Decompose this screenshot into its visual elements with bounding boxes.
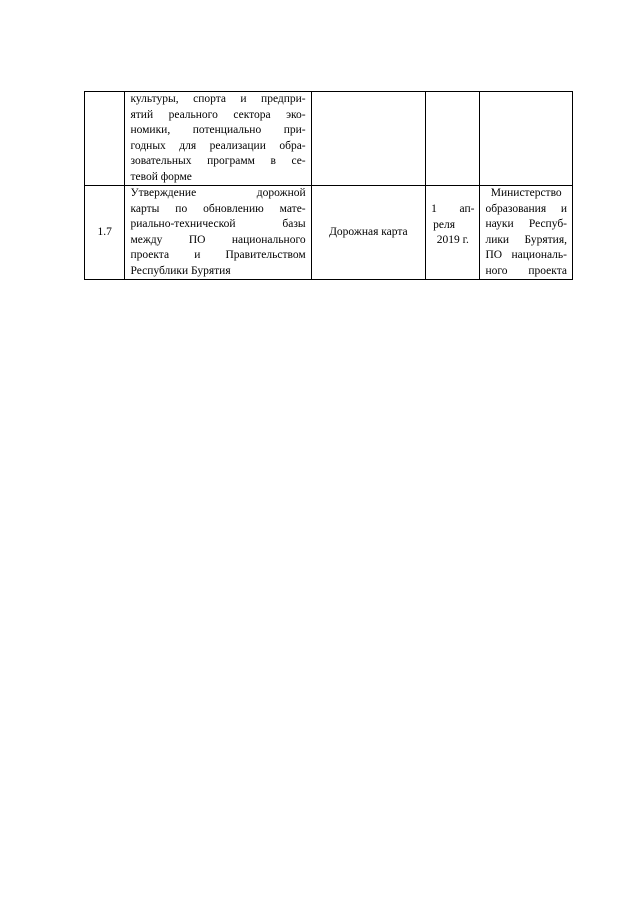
cell-text-line: тевой форме bbox=[130, 170, 192, 183]
responsible-cell bbox=[480, 186, 573, 280]
row-number-cell: 1.7 bbox=[85, 186, 125, 280]
cell-text-line: Республики Бурятия bbox=[130, 264, 231, 277]
cell-text-line: 1 ап- bbox=[431, 203, 475, 215]
plan-table bbox=[84, 91, 573, 280]
cell-text-line: ного проекта bbox=[485, 264, 567, 277]
table-row bbox=[85, 186, 573, 280]
cell-text-line: Министерство bbox=[490, 187, 562, 199]
cell-text-line: образования и bbox=[485, 202, 567, 215]
cell-text-line: лики Бурятия, bbox=[485, 233, 567, 246]
deadline-cell bbox=[426, 186, 480, 280]
document-type-cell: Дорожная карта bbox=[311, 186, 425, 280]
measure-name-cell bbox=[125, 186, 311, 280]
cell-text-line: зовательных программ в се- bbox=[130, 155, 306, 167]
cell-text-line: ПО националь- bbox=[485, 249, 567, 261]
cell-text-line: годных для реализации обра- bbox=[130, 139, 306, 152]
cell-text-line: науки Респуб- bbox=[485, 218, 567, 230]
cell-text-line: риально-технической базы bbox=[130, 218, 306, 230]
cell-text-line: между ПО национального bbox=[130, 233, 306, 246]
cell-text-line: реля bbox=[433, 218, 455, 231]
cell-text-line: номики, потенциально при- bbox=[130, 124, 306, 136]
cell-text-line: карты по обновлению мате- bbox=[130, 202, 306, 215]
cell-text-line: проекта и Правительством bbox=[130, 249, 306, 261]
deadline-cell bbox=[426, 92, 480, 186]
cell-text-line: Утверждение дорожной bbox=[130, 187, 306, 199]
measure-name-cell bbox=[125, 92, 311, 186]
document-type-cell bbox=[311, 92, 425, 186]
cell-text-line: 2019 г. bbox=[436, 234, 469, 246]
responsible-cell bbox=[480, 92, 573, 186]
table-row bbox=[85, 92, 573, 186]
cell-text-line: ятий реального сектора эко- bbox=[130, 108, 306, 121]
row-number-cell bbox=[85, 92, 125, 186]
cell-text-line: культуры, спорта и предпри- bbox=[130, 93, 306, 105]
